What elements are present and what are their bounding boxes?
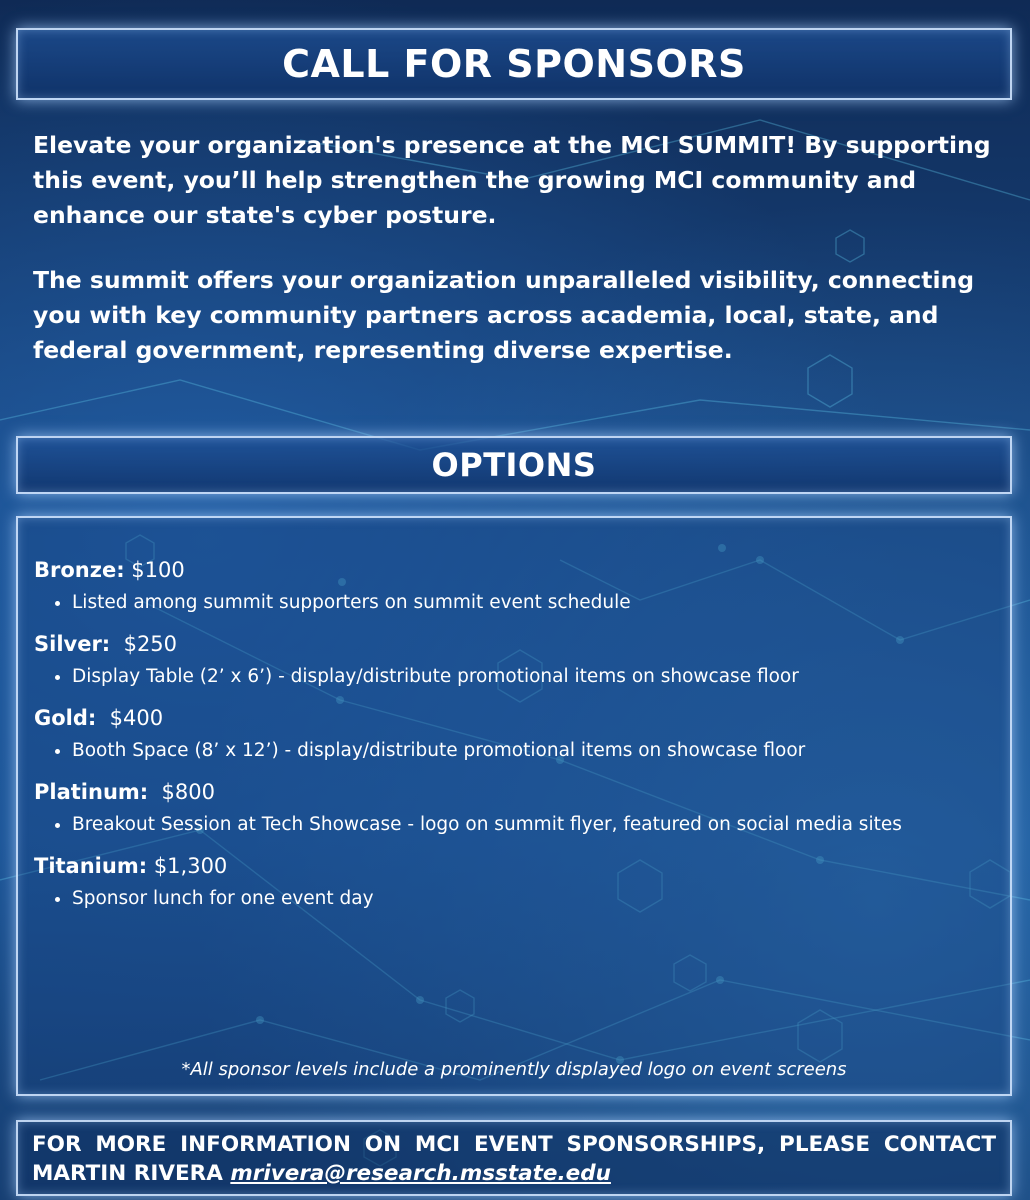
contact-info <box>32 1130 996 1188</box>
contact-text: FOR MORE INFORMATION ON MCI EVENT SPONSORSHIPS, PLEASE CONTACT MARTIN RIVERA <box>32 1132 996 1186</box>
sponsor-footnote: *All sponsor levels include a prominently displayed logo on event screens <box>181 1059 847 1080</box>
tier-name: Platinum: <box>34 780 149 804</box>
contact-panel <box>16 1120 1012 1196</box>
options-panel <box>16 516 1012 1096</box>
tier-name: Silver: <box>34 632 111 656</box>
tier-name: Bronze: <box>34 558 125 582</box>
tier-benefit: • Sponsor lunch for one event day <box>72 886 994 912</box>
tier-titanium <box>34 854 994 912</box>
tier-platinum <box>34 780 994 838</box>
tier-bronze <box>34 558 994 616</box>
tier-price: $250 <box>123 632 178 656</box>
tier-price: $400 <box>109 706 164 730</box>
tier-price: $800 <box>161 780 215 804</box>
page-title: CALL FOR SPONSORS <box>16 28 1012 100</box>
intro-paragraph-1: Elevate your organization's presence at the MCI SUMMIT! By supporting this event, you’ll help strengthen the growing MCI community and enhance our state's cyber posture. <box>33 131 991 229</box>
tier-benefit: • Listed among summit supporters on summit event schedule <box>72 590 994 616</box>
intro-paragraph-2: The summit offers your organization unparalleled visibility, connecting you with key community partners across academia, local, state, and federal government, representing diverse expertise. <box>33 266 975 364</box>
sponsor-tiers <box>34 558 994 928</box>
tier-benefit: • Display Table (2’ x 6’) - display/distribute promotional items on showcase floor <box>72 664 994 690</box>
options-heading: OPTIONS <box>16 436 1012 494</box>
tier-name: Gold: <box>34 706 97 730</box>
tier-name: Titanium: <box>34 854 148 878</box>
tier-price: $100 <box>131 558 185 582</box>
tier-benefit: • Breakout Session at Tech Showcase - logo on summit flyer, featured on social media sites <box>72 812 994 838</box>
tier-gold <box>34 706 994 764</box>
intro-text <box>33 128 993 398</box>
tier-silver <box>34 632 994 690</box>
tier-price: $1,300 <box>153 854 228 878</box>
contact-email-link[interactable]: mrivera@research.msstate.edu <box>230 1161 611 1186</box>
tier-benefit: • Booth Space (8’ x 12’) - display/distribute promotional items on showcase floor <box>72 738 994 764</box>
